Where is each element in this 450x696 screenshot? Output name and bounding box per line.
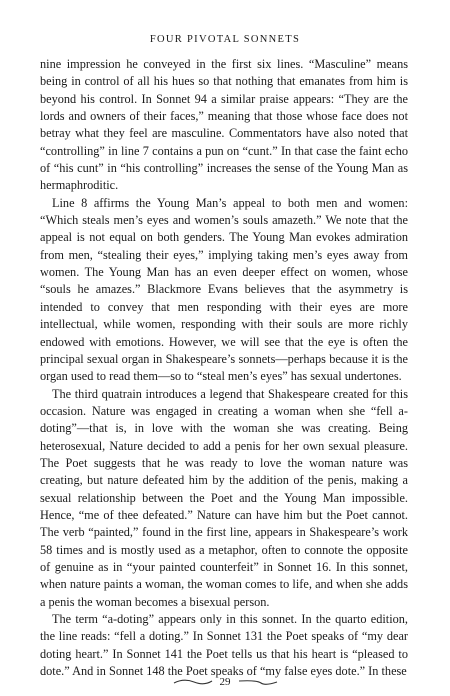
- body-text: [40, 56, 408, 680]
- page-footer: [0, 675, 450, 689]
- running-head: FOUR PIVOTAL SONNETS: [149, 34, 301, 45]
- page-number: 29: [219, 676, 231, 688]
- left-swash-ornament: [172, 677, 214, 687]
- paragraph: nine impression he conveyed in the first six lines. “Masculine” means being in control of all his hues so that nothing that emanates from him is beyond his control. In Sonnet 94 a similar praise appears: “They are the lords and owners of their faces,” meaning that those whose face does not betray what they feel are masculine. Commentators have also noted that “controlling” in line 7 contains a pun on “cunt.” In that case the faint echo of “his cunt” in “his controlling” increases the sense of the Young Man as hermaphroditic.: [40, 57, 408, 193]
- right-swash-ornament: [237, 677, 279, 687]
- paragraph: The third quatrain introduces a legend that Shakespeare created for this occasion. Nature was engaged in creating a woman when she “fell a-doting”—that is, in love with the woman she was creating. Being heterosexual, Nature decided to add a penis for her own sexual pleasure. The Poet suggests that he was ready to love the woman nature was creating, but nature defeated him by the addition of the penis, making a sexual relationship between the Poet and the Young Man impossible. Hence, “me of thee defeated.” Nature can have him but the Poet cannot. The verb “painted,” found in the first line, appears in Shakespeare’s work 58 times and is mostly used as a metaphor, often to connote the opposite of genuine as in “your painted counterfeit” in Sonnet 16. In this sonnet, when nature paints a woman, the woman comes to life, and when she adds a penis the woman becomes a bisexual person.: [40, 386, 408, 609]
- paragraph: The term “a-doting” appears only in this sonnet. In the quarto edition, the line reads: “fell a doting.” In Sonnet 131 the Poet speaks of “my dear doting heart.” In Sonnet 141 the Poet tells us that his heart is “pleased to dote.” And in Sonnet 148 the Poet speaks of “my false eyes dote.” In these: [40, 612, 408, 679]
- paragraph: Line 8 affirms the Young Man’s appeal to both men and women: “Which steals men’s eyes and women’s souls amazeth.” We note that the appeal is not equal on both genders. The Young Man evokes admiration from men, “stealing their eyes,” implying taking men’s eyes away from women. The Young Man has an even deeper effect on women, whose “souls he amazes.” Blackmore Evans believes that the asymmetry is intended to convey that men responding with their eyes are more intellectual, while women, responding with their souls are more richly endowed with emotions. However, we will see that the eye is often the principal sexual organ in Shakespeare’s sonnets—perhaps because it is the organ used to read them—so to “steal men’s eyes” has sexual undertones.: [40, 195, 408, 384]
